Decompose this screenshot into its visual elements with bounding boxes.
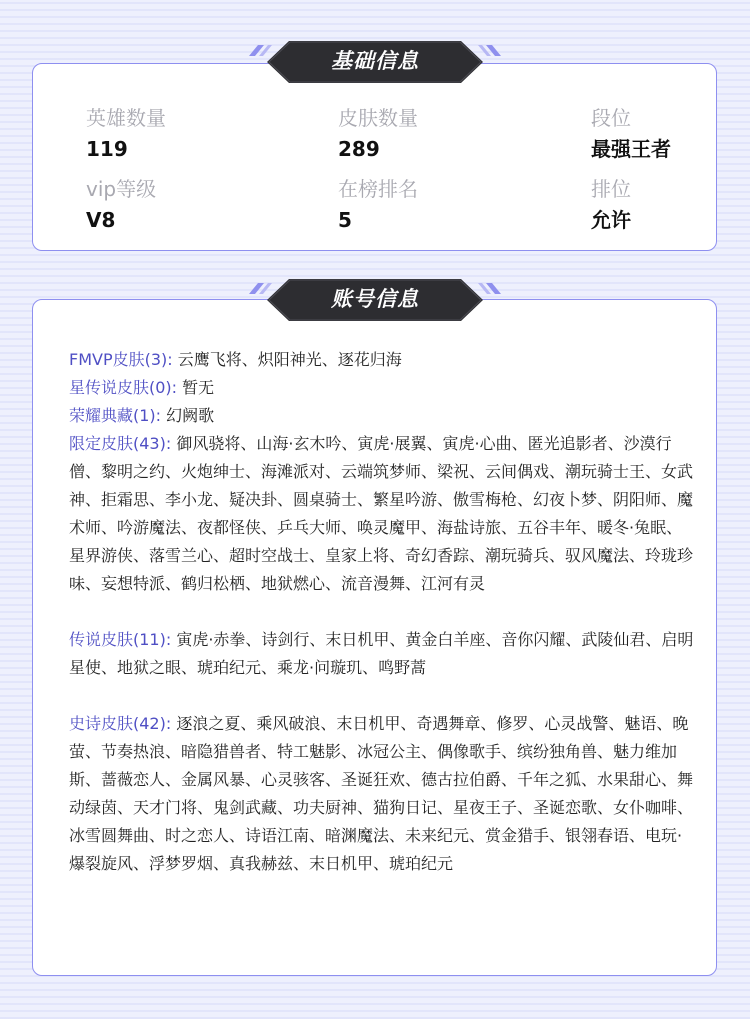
basic-info-title-banner — [245, 38, 505, 84]
stat-vip-level — [86, 175, 156, 235]
stat-leaderboard-rank — [338, 175, 418, 235]
skin-group-items: 暂无 — [182, 378, 215, 397]
skin-group-label: 荣耀典藏(1): — [69, 406, 162, 425]
stat-value: 119 — [86, 137, 128, 161]
basic-info-title: 基础信息 — [331, 49, 419, 73]
account-info-card — [32, 299, 717, 976]
skin-group-epic — [69, 710, 695, 878]
stat-value: 允许 — [591, 208, 631, 232]
account-info-title-banner — [245, 276, 505, 322]
skin-list — [69, 346, 695, 878]
group-spacer — [69, 682, 695, 710]
stat-label: 英雄数量 — [86, 106, 166, 130]
skin-group-label: 星传说皮肤(0): — [69, 378, 178, 397]
stat-rank-tier — [591, 104, 671, 164]
basic-info-card — [32, 63, 717, 251]
stat-label: 在榜排名 — [338, 177, 418, 201]
skin-group-label: FMVP皮肤(3): — [69, 350, 173, 369]
skin-group-label: 史诗皮肤(42): — [69, 714, 172, 733]
skin-group-fmvp — [69, 346, 695, 374]
skin-group-star-legend — [69, 374, 695, 402]
stat-value: 最强王者 — [591, 137, 671, 161]
stat-label: 皮肤数量 — [338, 106, 418, 130]
stat-value: V8 — [86, 208, 116, 232]
skin-group-label: 限定皮肤(43): — [69, 434, 172, 453]
skin-group-glory-collection — [69, 402, 695, 430]
stat-value: 289 — [338, 137, 380, 161]
skin-group-label: 传说皮肤(11): — [69, 630, 172, 649]
skin-group-items: 逐浪之夏、乘风破浪、末日机甲、奇遇舞章、修罗、心灵战警、魅语、晚萤、节奏热浪、暗隐猎兽者、特工魅影、冰冠公主、偶像歌手、缤纷独角兽、魅力维加斯、蔷薇恋人、金属风暴、心灵骇客、圣诞狂欢、德古拉伯爵、千年之狐、水果甜心、舞动绿茵、天才门将、鬼剑武藏、功夫厨神、猫狗日记、星夜王子、圣诞恋歌、女仆咖啡、冰雪圆舞曲、时之恋人、诗语江南、暗渊魔法、未来纪元、赏金猎手、银翎春语、电玩·爆裂旋风、浮梦罗烟、真我赫兹、末日机甲、琥珀纪元 — [69, 714, 694, 873]
skin-group-items: 御风骁将、山海·玄木吟、寅虎·展翼、寅虎·心曲、匿光追影者、沙漠行僧、黎明之约、火炮绅士、海滩派对、云端筑梦师、梁祝、云间偶戏、潮玩骑士王、女武神、拒霜思、李小龙、疑决卦、圆桌骑士、繁星吟游、傲雪梅枪、幻夜卜梦、阴阳师、魔术师、吟游魔法、夜都怪侠、乒乓大师、唤灵魔甲、海盐诗旅、五谷丰年、暖冬·兔眠、星界游侠、落雪兰心、超时空战士、皇家上将、奇幻香踪、潮玩骑兵、驭风魔法、玲珑珍味、妄想特派、鹤归松栖、地狱燃心、流音漫舞、江河有灵 — [69, 434, 694, 593]
skin-group-items: 寅虎·赤拳、诗剑行、末日机甲、黄金白羊座、音你闪耀、武陵仙君、启明星使、地狱之眼、琥珀纪元、乘龙·问璇玑、鸣野蒿 — [69, 630, 694, 677]
skin-group-limited — [69, 430, 695, 598]
skin-group-items: 幻阙歌 — [166, 406, 215, 425]
stat-label: 段位 — [591, 106, 631, 130]
stat-value: 5 — [338, 208, 352, 232]
skin-group-items: 云鹰飞将、炽阳神光、逐花归海 — [177, 350, 402, 369]
group-spacer — [69, 598, 695, 626]
stat-ranked-play — [591, 175, 631, 235]
account-info-title: 账号信息 — [331, 287, 419, 311]
stat-label: vip等级 — [86, 177, 157, 201]
stat-hero-count — [86, 104, 166, 164]
stat-label: 排位 — [591, 177, 631, 201]
skin-group-legendary — [69, 626, 695, 682]
stat-skin-count — [338, 104, 418, 164]
